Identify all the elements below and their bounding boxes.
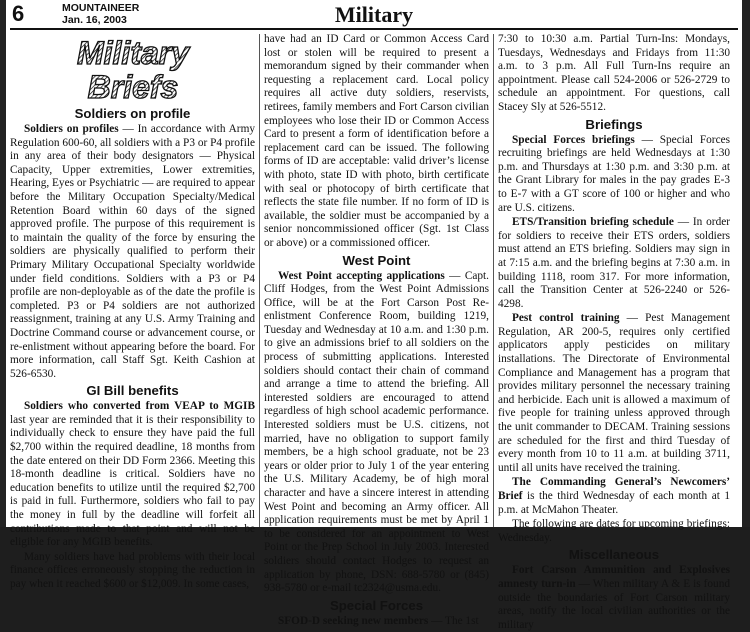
article-west-point — [264, 270, 489, 596]
article-turn-in-continued: 7:30 to 10:30 a.m. Partial Turn-Ins: Mondays, Tuesdays, Wednesdays and Fridays from 11:30 a.m. to 3 p.m. All Full Turn-Ins require an appointment. Please call 524-2006 or 526-2729 to schedule an appointment. For questions, call Stacey Sly at 526-5512. — [498, 33, 730, 113]
heading-special-forces: Special Forces — [329, 597, 424, 613]
article-body: — When military A & E is found outside the boundaries of Fort Carson military areas, notify the local civilian authorities or the military — [498, 577, 730, 631]
article-body: — Pest Management Regulation, AR 200-5, requires only certified applicators apply pesticides on military installations. The Directorate of Environmental Compliance and Management has a program that provides military personnel the necessary training and herbicide. Each unit is allowed a maximum of five people for training unless approved through the unit commander to DECAM. Training sessions are scheduled for the first and third Tuesday of every month from 10 to 11 a.m. at building 3711, until all units have received the training. — [498, 312, 730, 474]
heading-soldiers-on-profile: Soldiers on profile — [74, 106, 191, 121]
heading-gi-bill-benefits: GI Bill benefits — [86, 383, 179, 399]
column-1 — [10, 30, 256, 590]
article-body: — In order for soldiers to receive their ETS orders, soldiers must attend an ETS briefing. Soldiers may sign in at 7:15 a.m. and the briefing begins at 7:30 a.m. in building 1118, room 317. For more information, call the Transition Center at 526-2240 or 526-4298. — [498, 216, 730, 310]
article-newcomers-brief — [498, 476, 730, 517]
heading-briefings: Briefings — [585, 116, 643, 132]
column-divider — [259, 34, 260, 527]
page-number: 6 — [12, 1, 25, 26]
article-sfod-d — [264, 615, 489, 629]
article-body: is the third Wednesday of each month at 1 p.m. at McMahon Theater. — [498, 490, 730, 516]
article-body: — Capt. Cliff Hodges, from the West Point Admissions Office, will be at the Fort Carson Post Re-enlistment Conference Room, building 1219, Tuesday and Wednesday at 10 a.m. and 1:30 p.m. to give an admissions brief to all soldiers on the process of submitting applications. Interested soldiers should contact their chain of command and arrange a time to attend the briefing. All interested soldiers are encouraged to attend regardless of high school academic performance. Interested soldiers must be U.S. citizens, not married, have no obligation to support family members, be a high school graduate, not be 23 years or older prior to July 1 of the year entering the U.S. Military Academy, be of high moral character and have a sincere interest in attending West Point and becoming an Army officer. All application requirements must be met by April 1 to be considered for an appointment to West Point or the Prep School in July 2003. Interested soldiers should contact Hodges to request an application by phone, DSN: 688-5780 or (845) 938-5780 or e-mail tc2324@usma.edu. — [264, 269, 489, 595]
article-lead: Fort Carson Ammunition and Explosives amnesty turn-in — [498, 564, 730, 590]
article-lead: SFOD-D seeking new members — [278, 614, 429, 627]
article-lead: Pest control training — [512, 312, 620, 325]
article-ets-briefing — [498, 216, 730, 311]
column-2 — [264, 33, 489, 627]
logo-line-2: Briefs — [87, 69, 178, 105]
article-lead: The Commanding General’s Newcomers’ Brief — [498, 476, 730, 502]
article-body: — The 1st — [428, 614, 479, 627]
military-briefs-logo — [69, 34, 197, 104]
publication-name: MOUNTAINEER — [62, 2, 140, 14]
section-title: Military — [334, 2, 414, 27]
article-gi-bill — [10, 400, 255, 550]
article-lead: Special Forces briefings — [512, 133, 635, 146]
article-gi-bill-continued: Many soldiers have had problems with their local finance offices erroneously stopping the reduction in pay when it reached $600 or $12,009. In some cases, — [10, 550, 255, 590]
article-lead: ETS/Transition briefing schedule — [512, 216, 674, 229]
issue-date: Jan. 16, 2003 — [62, 14, 127, 26]
article-body: — Special Forces recruiting briefings are held Wednesdays at 1:30 p.m. and Thursdays at 1:30 p.m. and 3:30 p.m. at the Grant Library for males in the pay grades E-3 to E-7 with a GT score of 100 or higher and who are U.S. citizens. — [498, 133, 730, 214]
article-lead: West Point accepting applications — [278, 269, 445, 282]
heading-west-point: West Point — [342, 252, 411, 268]
article-lead: Soldiers who converted from VEAP to MGIB — [24, 400, 255, 413]
article-id-card-continued: have had an ID Card or Common Access Card lost or stolen will be required to present a memorandum signed by their commander when requesting a replacement card. Local policy requires all active duty soldiers, reservists, retirees, family members and Fort Carson civilian employees who lose their ID or Common Access Card to present a form of identification before a replacement card can be issued. The following forms of ID are acceptable: valid driver’s license with photo, state ID with photo, birth certificate with seal or photocopy of birth certificate that reflects the state file number. If no form of ID is available, the soldier must be accompanied by a senior noncommissioned officer (Sgt. 1st Class or above) or a commissioned officer. — [264, 33, 489, 249]
newspaper-page — [6, 0, 742, 631]
article-briefing-dates: The following are dates for upcoming briefings: Wednesday. — [498, 518, 730, 544]
column-3 — [498, 33, 730, 631]
article-pest-control — [498, 312, 730, 475]
article-soldiers-on-profile — [10, 123, 255, 381]
article-body: last year are reminded that it is their responsibility to individually check to ensure they have paid the full $2,700 within the required deadline, 18 months from the date entered on their DD Form 2366. Meeting this 18-month deadline is critical. Soldiers have no education benefits to utilize until the required $2,700 is paid in full. Furthermore, soldiers who fail to pay the money in full by the deadline will forfeit all contributions made to that point and will not be eligible for any MGIB benefits. — [10, 413, 255, 549]
heading-miscellaneous: Miscellaneous — [568, 547, 660, 563]
article-lead: Soldiers on profiles — [24, 123, 119, 135]
article-amnesty-turn-in — [498, 564, 730, 632]
logo-line-1: Military — [76, 35, 189, 71]
column-divider — [493, 34, 494, 527]
article-special-forces-briefings — [498, 134, 730, 216]
article-body: — In accordance with Army Regulation 600-60, all soldiers with a P3 or P4 profile in any area of their body designators — Physical Capacity, Upper extremities, Lower extremities, Hearing, Eyes or Psychiatric — are required to appear before the Military Occupation Specialty/Medical Retention Board within 60 days of the signed approved profile. The purpose of this requirement is to maintain the quality of the force by ensuring the soldiers are physically qualified to perform their Primary Military Occupational Specialty worldwide under field conditions. Soldiers with a P3 or P4 profile are non-deployable as of the date the profile is completed. P3 or P4 soldiers are not authorized reassignment, training at any U.S. Army Training and Doctrine Command course or advancement course, or re-enlistment without appearing before the board. For more information, call Staff Sgt. Keith Cashion at 526-6530. — [10, 123, 256, 380]
